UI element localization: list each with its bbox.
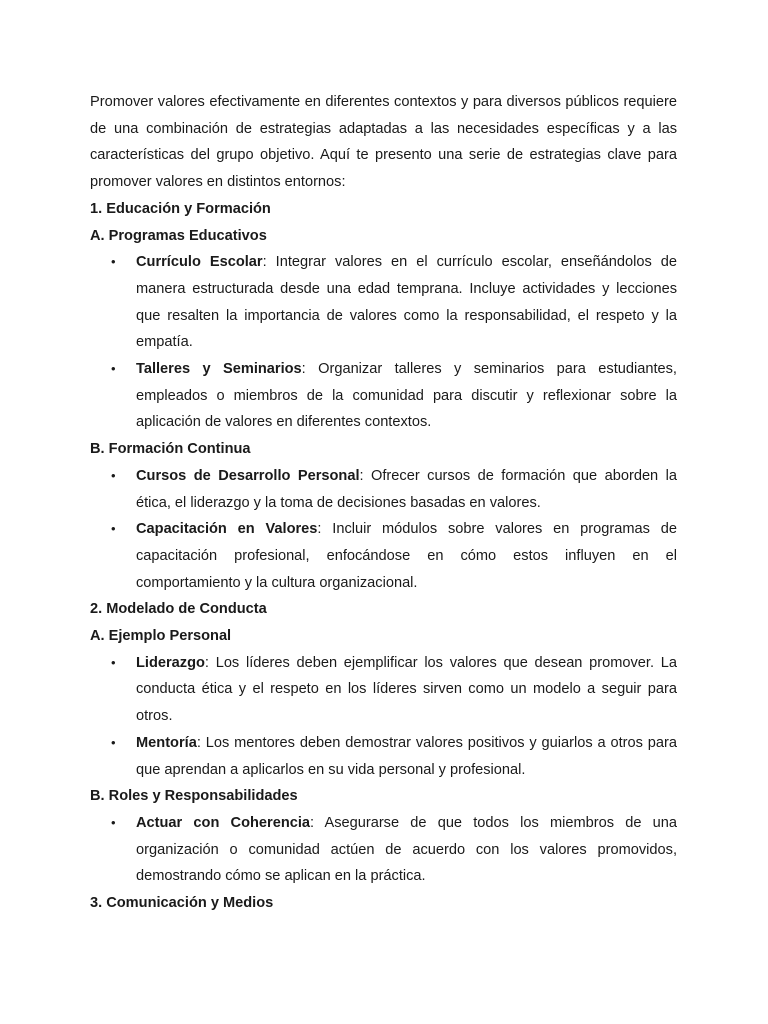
section-heading: 3. Comunicación y Medios: [90, 895, 274, 912]
bullet-icon: •: [111, 654, 116, 670]
item-text: : Incluir módulos sobre valores en programas de capacitación profesional, enfocándose en cómo estos influyen en el comportamiento y la cultura organizacional.: [136, 521, 677, 591]
bullet-icon: •: [111, 814, 116, 830]
subsection-heading: B. Roles y Responsabilidades: [90, 788, 298, 805]
item-text: : Organizar talleres y seminarios para estudiantes, empleados o miembros de la comunidad para discutir y reflexionar sobre la aplicación de valores en diferentes contextos.: [136, 361, 677, 431]
item-term: Actuar con Coherencia: [136, 814, 311, 831]
item-term: Cursos de Desarrollo Personal: [136, 467, 360, 484]
list-item: [111, 650, 677, 730]
item-text: : Los líderes deben ejemplificar los valores que desean promover. La conducta ética y el respeto en los líderes sirven como un modelo a seguir para otros.: [136, 654, 677, 725]
bullet-list: [90, 249, 677, 436]
list-item: [111, 356, 677, 436]
item-term: Liderazgo: [136, 654, 205, 671]
item-text: : Los mentores deben demostrar valores positivos y guiarlos a otros para que aprendan a aplicarlos en su vida personal y profesional.: [136, 734, 677, 778]
bullet-icon: •: [111, 734, 116, 750]
subsection-heading: A. Ejemplo Personal: [90, 628, 232, 645]
list-item: [111, 463, 677, 516]
list-item: [111, 249, 677, 356]
list-item: [111, 730, 677, 783]
item-term: Capacitación en Valores: [136, 521, 318, 538]
bullet-icon: •: [111, 467, 116, 483]
subsection-heading: B. Formación Continua: [90, 441, 251, 458]
bullet-list: [90, 810, 677, 890]
document-page: [90, 89, 677, 917]
intro-paragraph: Promover valores efectivamente en diferentes contextos y para diversos públicos requiere de una combinación de estrategias adaptadas a las necesidades específicas y a las características del grupo objetivo. Aquí te presento una serie de estrategias clave para promover valores en distintos entornos:: [90, 94, 677, 191]
item-term: Currículo Escolar: [136, 254, 263, 271]
bullet-icon: •: [111, 254, 116, 270]
item-text: : Asegurarse de que todos los miembros de una organización o comunidad actúen de acuerdo con los valores promovidos, demostrando cómo se aplican en la práctica.: [136, 814, 677, 885]
section-heading: 1. Educación y Formación: [90, 200, 271, 217]
item-text: : Ofrecer cursos de formación que aborden la ética, el liderazgo y la toma de decisiones basadas en valores.: [136, 467, 677, 511]
list-item: [111, 810, 677, 890]
item-term: Talleres y Seminarios: [136, 361, 302, 378]
bullet-icon: •: [111, 361, 116, 377]
section-heading: 2. Modelado de Conducta: [90, 601, 267, 618]
bullet-icon: •: [111, 521, 116, 537]
item-term: Mentoría: [136, 734, 197, 751]
list-item: [111, 516, 677, 596]
item-text: : Integrar valores en el currículo escolar, enseñándolos de manera estructurada desde una edad temprana. Incluye actividades y lecciones que resalten la importancia de valores como la responsabilidad, el respeto y la empatía.: [136, 254, 677, 351]
subsection-heading: A. Programas Educativos: [90, 227, 267, 244]
bullet-list: [90, 650, 677, 784]
bullet-list: [90, 463, 677, 597]
